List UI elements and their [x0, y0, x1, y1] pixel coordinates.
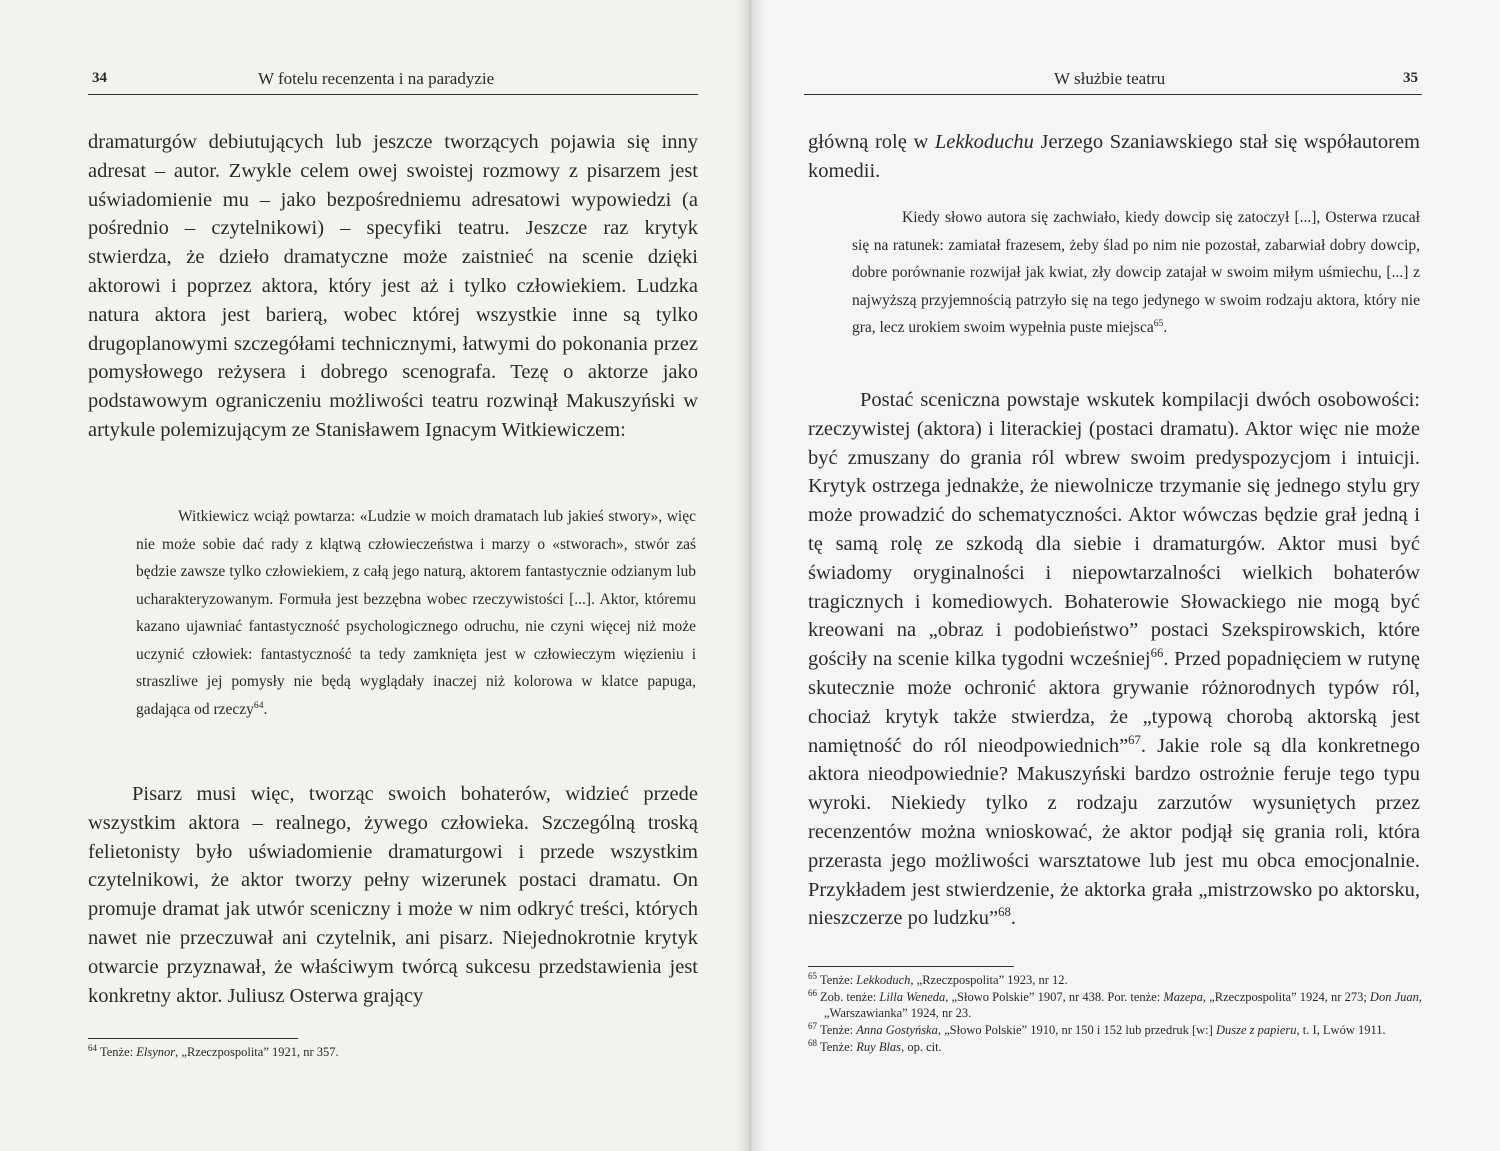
right-page	[752, 0, 1500, 1151]
body-paragraph	[808, 386, 1420, 933]
footnote-ref[interactable]: 67	[1128, 732, 1141, 747]
footnote-divider	[808, 966, 1014, 967]
quote-end: .	[1163, 319, 1168, 336]
body-text: . Przed popadnięciem w rutynę skutecznie może ochronić aktora grywanie różnorodnych typów ról, chociaż krytyk także stwierdza, że „typową chorobą aktorską jest namiętność do ról nieodpowiednich”	[808, 648, 1420, 757]
footnote-text: Zob. tenże:	[820, 990, 880, 1004]
quote-text: Witkiewicz wciąż powtarza: «Ludzie w moich dramatach lub jakieś stwory», więc nie może sobie dać rady z klątwą człowieczeństwa i marzy o «stworach», stwór zaś będzie zawsze tylko człowiekiem, z całą jego naturą, aktorem fantastycznie odzianym lub ucharakteryzowanym. Formuła jest bezzębna wobec rzeczywistości [...]. Aktor, któremu kazano ujawniać fantastyczność psychologicznego odruchu, nie czyni więcej niż może uczynić człowiek: fantastyczność ta tedy zamknięta jest w człowieczym więzieniu i straszliwe jej pomysły nie będą wyglądały inaczej niż kolorowa w klatce papuga, gadająca od rzeczy	[136, 508, 696, 718]
footnote-text: Tenże:	[820, 973, 857, 987]
running-title: W służbie teatru	[1054, 69, 1166, 88]
footnote-number: 66	[808, 987, 817, 998]
footnote-title: Lilla Weneda	[879, 990, 946, 1004]
footnote-title: Don Juan	[1369, 990, 1419, 1004]
footnote-text: , „Słowo Polskie” 1910, nr 150 i 152 lub przedruk [w:]	[937, 1023, 1216, 1037]
page-number: 35	[1403, 70, 1418, 86]
body-paragraph: dramaturgów debiutujących lub jeszcze tworzących pojawia się inny adresat – autor. Zwykle celem owej swoistej rozmowy z pisarzem jest uświadomienie mu – jako bezpośredniemu adresatowi wypowiedzi (a pośrednio – czytelnikowi) – specyfiki teatru. Jeszcze raz krytyk stwierdza, że dzieło dramatyczne może zaistnieć na scenie dzięki aktorowi i poprzez aktora, który jest aż i tylko człowiekiem. Ludzka natura aktora jest barierą, wobec której wszystkie inne są tylko drugoplanowymi szczegółami technicznymi, łatwymi do pokonania przez pomysłowego reżysera i dobrego scenografa. Tezę o aktorze jako podstawowym ograniczeniu możliwości teatru rozwinął Makuszyński w artykule polemizującym ze Stanisławem Ignacym Witkiewiczem:	[88, 131, 698, 441]
footnote-ref[interactable]: 66	[1150, 646, 1164, 661]
block-quote	[136, 503, 696, 723]
footnote	[808, 989, 1422, 1021]
footnote-title: Mazepa	[1163, 990, 1203, 1004]
footnote-title: Anna Gostyńska	[856, 1023, 938, 1037]
page-number: 34	[92, 70, 107, 86]
body-paragraph	[808, 128, 1420, 186]
footnote	[808, 972, 1422, 988]
footnote-text: , „Rzeczpospolita” 1923, nr 12.	[910, 973, 1068, 987]
footnote-text: , op. cit.	[901, 1040, 942, 1054]
footnote-ref[interactable]: 68	[998, 905, 1011, 920]
footnote-ref[interactable]: 64	[253, 699, 264, 711]
body-text: .	[1010, 907, 1016, 930]
body-text: Postać sceniczna powstaje wskutek kompilacji dwóch osobowości: rzeczywistej (aktora) i literackiej (postaci dramatu). Aktor więc nie może być zmuszany do grania ról wbrew swoim predyspozycjom i intuicji. Krytyk ostrzega jednakże, że niewolnicze trzymanie się jednego stylu gry może prowadzić do schematyczności. Aktor wówczas będzie grał jedną i tę samą rolę ze szkodą dla siebie i dramaturgów. Aktor musi być świadomy oryginalności i niepowtarzalności wielkich bohaterów tragicznych i komediowych. Bohaterowie Słowackiego nie mogą być kreowani na „obraz i podobieństwo” postaci Szekspirowskich, które gościły na scenie kilka tygodni wcześniej	[808, 389, 1420, 671]
footnote-number: 64	[88, 1042, 97, 1053]
footnote-text: Tenże:	[100, 1045, 137, 1059]
footnote-text: , „Warszawianka” 1924, nr 23.	[824, 990, 1423, 1020]
footnote	[808, 1022, 1422, 1038]
left-page-header	[88, 68, 698, 95]
book-gutter	[735, 0, 765, 1151]
footnote-ref[interactable]: 65	[1153, 317, 1164, 329]
footnote-text: , „Rzeczpospolita” 1921, nr 357.	[175, 1045, 339, 1059]
footnote-text: Tenże:	[820, 1040, 857, 1054]
footnote-number: 65	[808, 970, 817, 981]
footnote-title: Ruy Blas	[856, 1040, 902, 1054]
footnote-number: 68	[808, 1037, 817, 1048]
footnote-text: , „Rzeczpospolita” 1924, nr 273;	[1202, 990, 1370, 1004]
body-text: Jerzego Szaniawskiego stał się współautorem komedii.	[808, 131, 1420, 182]
footnote-title: Dusze z papieru	[1215, 1023, 1297, 1037]
footnote-number: 67	[808, 1020, 817, 1031]
footnote-divider	[88, 1038, 298, 1039]
footnotes	[808, 972, 1422, 1056]
block-quote	[852, 204, 1420, 342]
footnote	[808, 1039, 1422, 1055]
running-title: W fotelu recenzenta i na paradyzie	[258, 69, 495, 88]
footnotes	[88, 1044, 688, 1061]
footnote-text: , t. I, Lwów 1911.	[1296, 1023, 1386, 1037]
work-title: Lekkoduchu	[934, 131, 1034, 153]
footnote-text: , „Słowo Polskie” 1907, nr 438. Por. tenże:	[945, 990, 1164, 1004]
body-text: główną rolę w	[808, 131, 935, 153]
body-text: . Jakie role są dla konkretnego aktora nieodpowiednie? Makuszyński bardzo ostrożnie feruje tego typu wyroki. Niekiedy tylko z rodzaju zarzutów wysuniętych przez recenzentów można wnioskować, że aktor podjął się grania roli, która przerasta jego możliwości warsztatowe lub jest mu obca emocjonalnie. Przykładem jest stwierdzenie, że aktorka grała „mistrzowsko po aktorsku, nieszczerze po ludzku”	[808, 734, 1420, 930]
footnote	[88, 1044, 688, 1060]
footnote-title: Lekkoduch	[856, 973, 911, 987]
quote-text: Kiedy słowo autora się zachwiało, kiedy dowcip się zatoczył [...], Osterwa rzucał się na ratunek: zamiatał frazesem, żeby ślad po nim nie pozostał, zabarwiał dobry dowcip, dobre porównanie rozwijał jak kwiat, zły dowcip zatajał w swoim miłym uśmiechu, [...] z najwyższą przyjemnością patrzyło się na tego jedynego w swoim rodzaju aktora, który nie gra, lecz urokiem swoim wypełnia puste miejsca	[852, 209, 1420, 336]
footnote-text: Tenże:	[820, 1023, 857, 1037]
left-page	[0, 0, 748, 1151]
right-page-header	[804, 68, 1422, 95]
body-paragraph: Pisarz musi więc, tworząc swoich bohaterów, widzieć przede wszystkim aktora – realnego, żywego człowieka. Szczególną troską felietonisty było uświadomienie dramaturgowi i przede wszystkim czytelnikowi, że aktor tworzy pełny wizerunek postaci dramatu. On promuje dramat jak utwór sceniczny i może w nim odkryć treści, których nawet nie przeczuwał ani czytelnik, ani pisarz. Niejednokrotnie krytyk otwarcie przyznawał, że właściwym twórcą sukcesu przedstawienia jest konkretny aktor. Juliusz Osterwa grający	[88, 783, 698, 1007]
footnote-title: Elsynor	[136, 1045, 176, 1059]
quote-end: .	[263, 700, 268, 718]
